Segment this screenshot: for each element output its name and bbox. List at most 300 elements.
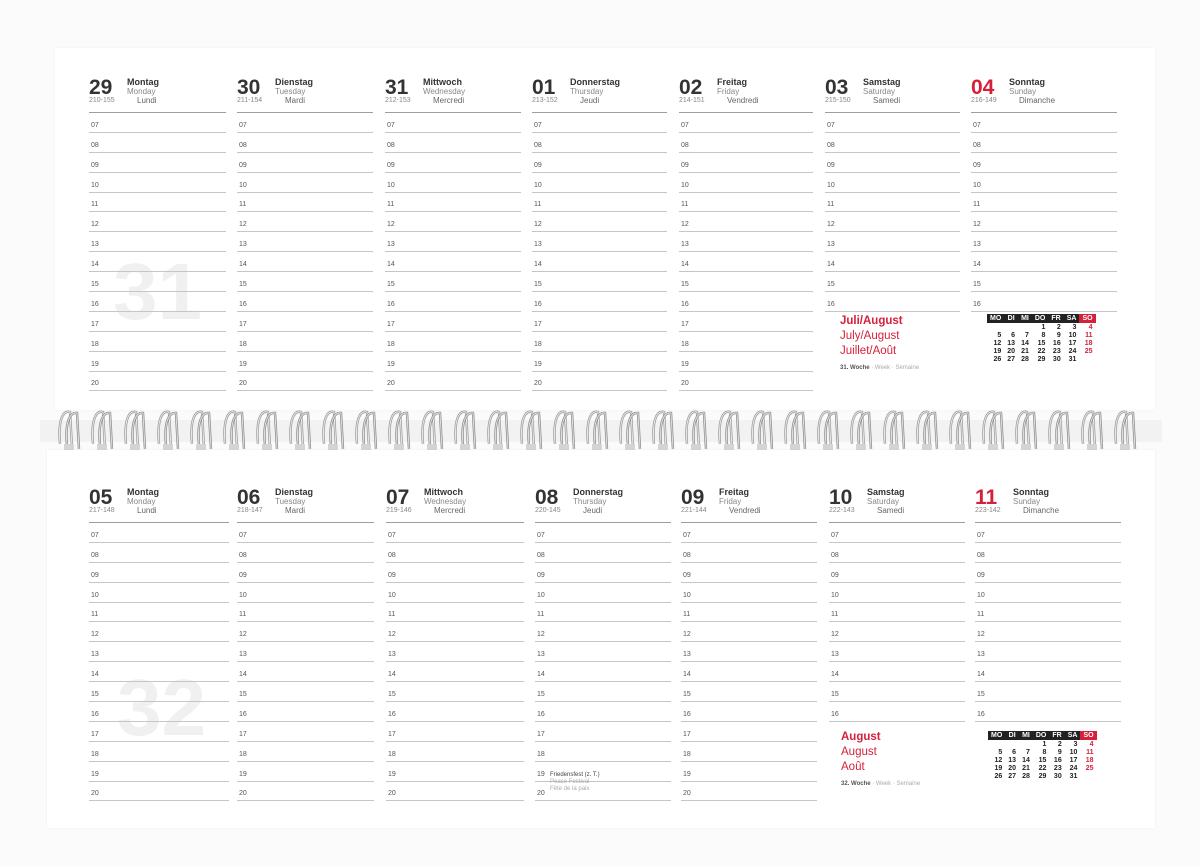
hour-row — [535, 523, 671, 543]
hour-row — [679, 292, 813, 312]
hour-label: 18 — [681, 340, 689, 348]
hour-label: 10 — [534, 181, 542, 189]
hour-row — [385, 133, 521, 153]
mini-calendar-date: 27 — [1007, 355, 1016, 363]
hour-row — [825, 232, 960, 252]
day-number: 11 — [975, 486, 998, 509]
hour-row — [386, 543, 524, 563]
hour-label: 14 — [683, 671, 691, 679]
hour-label: 18 — [537, 750, 545, 758]
hour-label: 10 — [681, 181, 689, 189]
hour-row — [89, 232, 226, 252]
hour-label: 11 — [534, 201, 542, 209]
day-count: 222-143 — [829, 507, 855, 514]
hour-row — [237, 662, 374, 682]
hour-label: 10 — [388, 591, 396, 599]
hour-row — [532, 212, 667, 232]
mini-calendar-date: 21 — [1022, 764, 1030, 772]
hour-label: 20 — [537, 790, 545, 798]
day-name-fr: Vendredi — [727, 96, 759, 105]
hour-label: 09 — [239, 161, 247, 169]
hour-label: 12 — [683, 631, 691, 639]
day-count: 214-151 — [679, 97, 705, 104]
mini-calendar-date: 14 — [1022, 756, 1030, 764]
mini-calendar-date: 8 — [1041, 331, 1046, 339]
mini-calendar-weekday: SO — [1079, 314, 1095, 323]
hour-row — [829, 682, 965, 702]
hour-row — [89, 543, 229, 563]
hour-row — [386, 523, 524, 543]
hour-label: 18 — [387, 340, 395, 348]
day-name-en: Wednesday — [423, 87, 466, 96]
hour-label: 13 — [977, 651, 985, 659]
day-column — [829, 486, 965, 722]
mini-calendar-date: 16 — [1053, 756, 1062, 764]
day-column — [386, 486, 524, 801]
mini-month-calendar — [987, 314, 1096, 363]
mini-calendar-date: 3 — [1072, 323, 1077, 331]
day-count: 210-155 — [89, 97, 115, 104]
hour-row — [532, 372, 667, 392]
mini-calendar-date — [1004, 323, 1018, 331]
month-name-de: Juli/August — [840, 315, 903, 327]
mini-calendar-date: 9 — [1056, 331, 1061, 339]
hour-row — [237, 113, 373, 133]
mini-calendar-date: 22 — [1038, 764, 1047, 772]
hour-label: 17 — [681, 320, 689, 328]
hour-row — [386, 762, 524, 782]
mini-calendar-date: 31 — [1069, 772, 1078, 780]
hour-row — [535, 563, 671, 583]
day-header — [385, 76, 521, 113]
hour-label: 14 — [827, 261, 835, 269]
day-column — [532, 76, 667, 391]
hour-row — [679, 193, 813, 213]
hour-row — [975, 583, 1121, 603]
hour-label: 20 — [683, 790, 691, 798]
hour-label: 15 — [683, 691, 691, 699]
hour-label: 19 — [683, 770, 691, 778]
day-number: 06 — [237, 486, 261, 509]
day-header — [89, 76, 226, 113]
month-heading — [841, 730, 881, 775]
day-column — [825, 76, 960, 312]
day-header — [386, 486, 524, 523]
week-31-page — [55, 48, 1155, 410]
hour-row — [829, 543, 965, 563]
mini-calendar-header-row — [987, 314, 1096, 323]
day-number: 10 — [829, 486, 853, 509]
mini-calendar-date: 6 — [1011, 331, 1016, 339]
mini-calendar-date: 25 — [1084, 347, 1093, 355]
hour-label: 08 — [537, 551, 545, 559]
hour-label: 10 — [827, 181, 835, 189]
day-count: 217-148 — [89, 507, 115, 514]
hour-row — [89, 642, 229, 662]
hour-label: 12 — [387, 221, 395, 229]
hour-row — [89, 173, 226, 193]
day-name-de: Sonntag — [1009, 77, 1045, 87]
mini-calendar-date: 1 — [1041, 323, 1046, 331]
hour-row — [825, 212, 960, 232]
hour-row — [535, 603, 671, 623]
day-column — [535, 486, 671, 801]
mini-calendar-date: 31 — [1068, 355, 1077, 363]
hour-row — [971, 232, 1117, 252]
hour-label: 08 — [977, 551, 985, 559]
hour-row — [679, 153, 813, 173]
day-name-en: Saturday — [867, 497, 900, 506]
hour-label: 10 — [91, 591, 99, 599]
mini-calendar-date — [1079, 355, 1095, 363]
hour-label: 09 — [388, 571, 396, 579]
hour-row — [532, 133, 667, 153]
hour-row — [535, 782, 671, 802]
hour-label: 19 — [239, 770, 247, 778]
hour-row — [975, 702, 1121, 722]
hour-label: 14 — [91, 261, 99, 269]
mini-calendar-date: 24 — [1068, 347, 1077, 355]
hour-label: 17 — [387, 320, 395, 328]
mini-calendar-date: 18 — [1085, 756, 1094, 764]
hour-row — [971, 153, 1117, 173]
hour-row — [679, 252, 813, 272]
hour-label: 09 — [977, 571, 985, 579]
hour-row — [532, 113, 667, 133]
hour-row — [971, 133, 1117, 153]
hour-label: 11 — [977, 611, 985, 619]
hour-label: 09 — [683, 571, 691, 579]
hour-label: 18 — [534, 340, 542, 348]
hour-row — [237, 252, 373, 272]
hour-row — [532, 332, 667, 352]
hour-row — [89, 682, 229, 702]
hour-row — [237, 563, 374, 583]
hour-row — [385, 312, 521, 332]
hour-label: 16 — [239, 710, 247, 718]
hour-label: 11 — [91, 611, 99, 619]
hour-label: 11 — [91, 201, 99, 209]
hour-row — [535, 543, 671, 563]
hour-label: 12 — [239, 221, 247, 229]
hour-label: 11 — [973, 201, 981, 209]
day-name-de: Samstag — [867, 487, 905, 497]
day-header — [975, 486, 1121, 523]
hour-label: 07 — [91, 531, 99, 539]
day-name-fr: Lundi — [137, 96, 157, 105]
hour-row — [535, 722, 671, 742]
mini-calendar-weekday: DI — [1005, 731, 1019, 740]
hour-label: 17 — [388, 730, 396, 738]
day-header — [681, 486, 817, 523]
hour-row — [385, 272, 521, 292]
hour-row — [532, 292, 667, 312]
hour-label: 15 — [977, 691, 985, 699]
hour-label: 15 — [388, 691, 396, 699]
hour-row — [532, 252, 667, 272]
hour-label: 16 — [973, 300, 981, 308]
mini-calendar-date: 11 — [1086, 748, 1094, 756]
mini-calendar-date: 7 — [1025, 748, 1030, 756]
hour-label: 13 — [534, 241, 542, 249]
mini-calendar-date: 26 — [993, 355, 1002, 363]
hour-label: 10 — [387, 181, 395, 189]
mini-calendar-date: 1 — [1042, 740, 1047, 748]
day-name-en: Thursday — [573, 497, 607, 506]
hour-row — [237, 603, 374, 623]
hour-label: 08 — [239, 141, 247, 149]
hour-row — [385, 352, 521, 372]
hour-label: 14 — [91, 671, 99, 679]
mini-calendar-weekday: SA — [1064, 314, 1080, 323]
hour-row — [386, 563, 524, 583]
hour-label: 18 — [91, 750, 99, 758]
hour-label: 13 — [683, 651, 691, 659]
mini-calendar-date: 11 — [1085, 331, 1093, 339]
day-name-de: Freitag — [717, 77, 748, 87]
day-name-en: Friday — [717, 87, 740, 96]
day-column — [237, 76, 373, 391]
hour-label: 13 — [91, 651, 99, 659]
hour-label: 13 — [91, 241, 99, 249]
mini-calendar-date — [988, 740, 1005, 748]
hour-label: 12 — [388, 631, 396, 639]
day-name-en: Thursday — [570, 87, 604, 96]
week-label-rest: · Week · Semaine — [870, 781, 921, 787]
day-count: 212-153 — [385, 97, 411, 104]
mini-calendar-date: 24 — [1069, 764, 1078, 772]
mini-calendar-date — [1080, 772, 1096, 780]
hour-label: 16 — [977, 710, 985, 718]
mini-calendar-row — [987, 323, 1096, 331]
mini-calendar-date: 22 — [1037, 347, 1046, 355]
mini-calendar-date: 29 — [1038, 772, 1047, 780]
hour-label: 17 — [91, 320, 99, 328]
event-title: Friedensfest (z. T.) — [550, 771, 600, 778]
hour-row — [975, 523, 1121, 543]
hour-label: 11 — [683, 611, 691, 619]
hour-row — [679, 272, 813, 292]
mini-calendar-row — [987, 347, 1096, 355]
day-column — [237, 486, 374, 801]
hour-row — [829, 523, 965, 543]
hour-row — [829, 702, 965, 722]
hour-row — [681, 603, 817, 623]
hour-label: 07 — [827, 121, 835, 129]
hour-row — [535, 622, 671, 642]
mini-calendar-weekday: FR — [1049, 731, 1064, 740]
hour-row — [825, 133, 960, 153]
hour-row — [532, 312, 667, 332]
hour-row — [971, 292, 1117, 312]
day-name-fr: Jeudi — [580, 96, 600, 105]
hour-label: 15 — [239, 281, 247, 289]
hour-label: 09 — [91, 161, 99, 169]
mini-calendar-row — [988, 756, 1097, 764]
hour-row — [237, 702, 374, 722]
hour-label: 07 — [831, 531, 839, 539]
hour-label: 09 — [91, 571, 99, 579]
hour-row — [385, 173, 521, 193]
hour-row — [89, 523, 229, 543]
hour-label: 12 — [537, 631, 545, 639]
hour-row — [535, 682, 671, 702]
mini-calendar-weekday: SA — [1065, 731, 1081, 740]
hour-row — [89, 252, 226, 272]
hour-label: 19 — [91, 360, 99, 368]
hour-row — [679, 133, 813, 153]
hour-label: 17 — [91, 730, 99, 738]
hour-label: 20 — [239, 380, 247, 388]
week-label-rest: · Week · Semaine — [869, 365, 920, 371]
hour-row — [681, 782, 817, 802]
hour-label: 13 — [239, 651, 247, 659]
hour-label: 16 — [681, 300, 689, 308]
hour-row — [237, 332, 373, 352]
hour-row — [971, 272, 1117, 292]
day-header — [829, 486, 965, 523]
mini-calendar-date: 27 — [1008, 772, 1017, 780]
hour-row — [679, 352, 813, 372]
mini-calendar-date: 30 — [1052, 355, 1061, 363]
mini-calendar-date — [1019, 740, 1033, 748]
mini-calendar-row — [988, 748, 1097, 756]
hour-row — [385, 232, 521, 252]
week-watermark-number: 32 — [117, 663, 206, 752]
hour-label: 20 — [534, 380, 542, 388]
day-count: 215-150 — [825, 97, 851, 104]
mini-calendar-weekday: MO — [987, 314, 1004, 323]
day-header — [237, 76, 373, 113]
hour-row — [385, 153, 521, 173]
hour-label: 19 — [388, 770, 396, 778]
hour-row — [89, 113, 226, 133]
hour-label: 14 — [388, 671, 396, 679]
hour-row — [679, 113, 813, 133]
hour-row — [825, 173, 960, 193]
day-number: 01 — [532, 76, 556, 99]
hour-label: 11 — [681, 201, 689, 209]
hour-label: 09 — [681, 161, 689, 169]
day-name-en: Tuesday — [275, 497, 306, 506]
hour-row — [681, 742, 817, 762]
hour-row — [679, 332, 813, 352]
hour-label: 12 — [831, 631, 839, 639]
hour-label: 12 — [973, 221, 981, 229]
hour-row — [829, 583, 965, 603]
hour-label: 16 — [534, 300, 542, 308]
day-header — [532, 76, 667, 113]
hour-row — [681, 722, 817, 742]
mini-calendar-date: 15 — [1038, 756, 1047, 764]
hour-row — [89, 272, 226, 292]
hour-row — [532, 173, 667, 193]
hour-label: 07 — [681, 121, 689, 129]
day-column — [89, 76, 226, 391]
mini-calendar-date: 10 — [1069, 748, 1078, 756]
hour-label: 09 — [239, 571, 247, 579]
hour-row — [681, 662, 817, 682]
hour-row — [386, 603, 524, 623]
day-name-de: Freitag — [719, 487, 750, 497]
hour-row — [829, 642, 965, 662]
hour-row — [386, 682, 524, 702]
hour-label: 20 — [239, 790, 247, 798]
hour-row — [237, 372, 373, 392]
hour-label: 12 — [681, 221, 689, 229]
hour-row — [385, 292, 521, 312]
mini-calendar-date: 13 — [1008, 756, 1017, 764]
hour-label: 20 — [388, 790, 396, 798]
hour-row — [679, 232, 813, 252]
hour-label: 11 — [831, 611, 839, 619]
hour-label: 16 — [387, 300, 395, 308]
hour-row — [535, 583, 671, 603]
hour-row — [89, 782, 229, 802]
hour-row — [975, 543, 1121, 563]
hour-label: 15 — [91, 281, 99, 289]
day-number: 30 — [237, 76, 261, 99]
hour-label: 16 — [827, 300, 835, 308]
hour-row — [237, 193, 373, 213]
day-name-fr: Mardi — [285, 96, 306, 105]
hour-row — [385, 372, 521, 392]
day-name-de: Samstag — [863, 77, 901, 87]
hour-row — [89, 292, 226, 312]
hour-label: 18 — [91, 340, 99, 348]
mini-calendar-date: 18 — [1084, 339, 1093, 347]
hour-label: 08 — [239, 551, 247, 559]
month-heading — [840, 314, 903, 359]
week-label — [841, 781, 920, 787]
hour-row — [975, 642, 1121, 662]
mini-calendar-date: 3 — [1073, 740, 1078, 748]
day-name-en: Wednesday — [424, 497, 467, 506]
mini-calendar-date: 17 — [1068, 339, 1077, 347]
day-name-fr: Samedi — [873, 96, 901, 105]
hour-row — [89, 603, 229, 623]
hour-label: 07 — [387, 121, 395, 129]
hour-row — [237, 682, 374, 702]
day-column — [679, 76, 813, 391]
hour-label: 07 — [683, 531, 691, 539]
hour-row — [829, 662, 965, 682]
day-count: 213-152 — [532, 97, 558, 104]
month-name-de: August — [841, 731, 881, 743]
hour-row — [237, 312, 373, 332]
hour-label: 20 — [91, 790, 99, 798]
mini-calendar-weekday: MO — [988, 731, 1005, 740]
hour-label: 15 — [681, 281, 689, 289]
hour-row — [532, 232, 667, 252]
hour-label: 08 — [683, 551, 691, 559]
hour-row — [829, 563, 965, 583]
mini-calendar-weekday: MI — [1018, 314, 1032, 323]
mini-calendar-date: 28 — [1021, 355, 1029, 363]
hour-row — [386, 622, 524, 642]
mini-calendar-date: 2 — [1056, 323, 1061, 331]
hour-row — [535, 662, 671, 682]
mini-calendar-date: 2 — [1057, 740, 1062, 748]
hour-label: 14 — [977, 671, 985, 679]
week-label-de: 31. Woche — [840, 365, 870, 371]
mini-calendar-date: 6 — [1012, 748, 1017, 756]
hour-label: 08 — [91, 141, 99, 149]
hour-label: 10 — [977, 591, 985, 599]
day-name-en: Monday — [127, 87, 156, 96]
hour-label: 09 — [827, 161, 835, 169]
hour-label: 18 — [239, 340, 247, 348]
